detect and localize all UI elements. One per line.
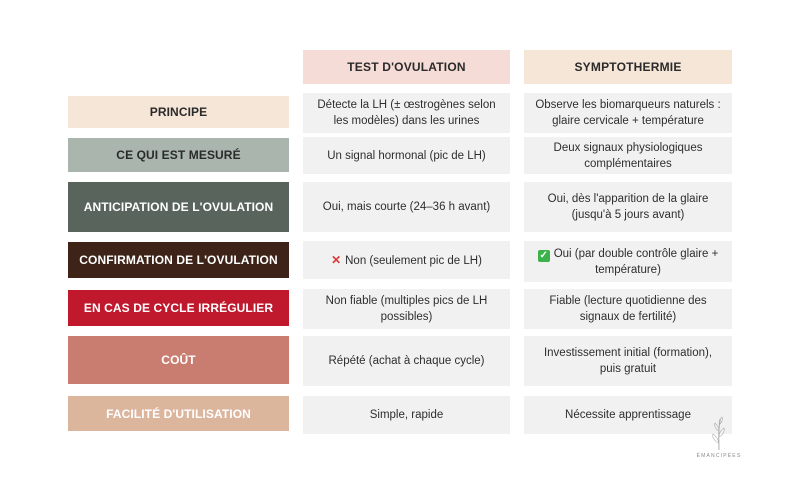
brand-logo-text: ÉMANCIPÉES <box>696 453 742 459</box>
cell-test-cout: Répété (achat à chaque cycle) <box>303 336 510 386</box>
green-check-icon: ✓ <box>539 249 548 261</box>
row-label-anticipation: ANTICIPATION DE L'OVULATION <box>68 182 289 232</box>
row-label-mesure: CE QUI EST MESURÉ <box>68 138 289 172</box>
header-symptothermie: SYMPTOTHERMIE <box>524 50 732 84</box>
row-label-facilite: FACILITÉ D'UTILISATION <box>68 396 289 431</box>
header-test-ovulation: TEST D'OVULATION <box>303 50 510 84</box>
cell-test-anticipation: Oui, mais courte (24–36 h avant) <box>303 182 510 232</box>
cell-sympto-principe: Observe les biomarqueurs naturels : glaire cervicale + température <box>524 93 732 133</box>
row-label-confirmation: CONFIRMATION DE L'OVULATION <box>68 242 289 278</box>
row-label-cycle-irregulier: EN CAS DE CYCLE IRRÉGULIER <box>68 290 289 326</box>
cell-sympto-cout: Investissement initial (formation), puis gratuit <box>524 336 732 386</box>
row-label-cout: COÛT <box>68 336 289 384</box>
cell-test-mesure: Un signal hormonal (pic de LH) <box>303 137 510 174</box>
row-label-principe: PRINCIPE <box>68 96 289 128</box>
leaf-sprig-icon <box>707 415 731 451</box>
brand-logo <box>694 415 744 460</box>
cell-test-cycle-irregulier: Non fiable (multiples pics de LH possibles) <box>303 289 510 329</box>
cell-test-confirmation <box>303 241 510 279</box>
cell-sympto-mesure: Deux signaux physiologiques complémentaires <box>524 137 732 174</box>
cell-sympto-anticipation: Oui, dès l'apparition de la glaire (jusqu'à 5 jours avant) <box>524 182 732 232</box>
red-cross-icon: ✕ <box>331 252 342 267</box>
cell-sympto-confirmation-text: Oui (par double contrôle glaire + température) <box>553 247 719 276</box>
cell-test-facilite: Simple, rapide <box>303 396 510 434</box>
cell-sympto-cycle-irregulier: Fiable (lecture quotidienne des signaux de fertilité) <box>524 289 732 329</box>
cell-test-confirmation-text: Non (seulement pic de LH) <box>345 254 482 267</box>
cell-test-principe: Détecte la LH (± œstrogènes selon les modèles) dans les urines <box>303 93 510 133</box>
cell-sympto-confirmation <box>524 241 732 282</box>
cell-sympto-facilite: Nécessite apprentissage <box>524 396 732 434</box>
